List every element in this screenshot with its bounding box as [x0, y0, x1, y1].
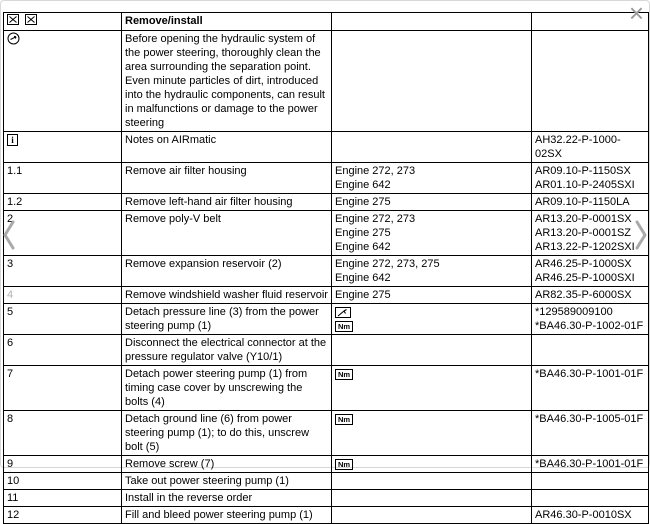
document-reference: *BA46.30-P-1005-01F: [535, 413, 644, 425]
condition-cell: [332, 287, 532, 304]
next-page-arrow[interactable]: [633, 218, 649, 252]
table-row: [4, 507, 649, 524]
reference-cell: [532, 304, 649, 335]
description-cell: Remove left-hand air filter housing: [122, 194, 332, 211]
table-row: [4, 256, 649, 287]
step-cell: 10: [4, 473, 122, 490]
description-cell: Notes on AIRmatic: [122, 132, 332, 163]
reference-cell: [532, 256, 649, 287]
step-cell: 8: [4, 411, 122, 456]
step-cell: 1.1: [4, 163, 122, 194]
info-icon: i: [7, 134, 18, 146]
table-row: [4, 411, 649, 456]
document-reference: AR46.30-P-0010SX: [535, 509, 632, 521]
table-row: [4, 287, 649, 304]
step-cell: 1.2: [4, 194, 122, 211]
engine-condition: Engine 272, 273: [335, 165, 416, 177]
condition-cell: [332, 304, 532, 335]
table-row: [4, 163, 649, 194]
engine-condition: Engine 275: [335, 289, 391, 301]
prev-page-arrow[interactable]: [1, 218, 17, 252]
document-reference: AR01.10-P-2405SXI: [535, 179, 635, 191]
torque-icon: Nm: [335, 459, 353, 470]
description-cell: Detach pressure line (3) from the power steering pump (1): [122, 304, 332, 335]
description-cell: Detach power steering pump (1) from timing case cover by unscrewing the bolts (4): [122, 366, 332, 411]
toolbar-cell: [4, 13, 122, 31]
document-reference: AR09.10-P-1150SX: [535, 165, 631, 177]
description-cell: Remove windshield washer fluid reservoir: [122, 287, 332, 304]
reference-cell: [532, 287, 649, 304]
engine-condition: Engine 642: [335, 272, 391, 284]
condition-icon-line: [335, 319, 528, 333]
reference-cell: [532, 507, 649, 524]
document-reference: *BA46.30-P-1002-01F: [535, 320, 644, 332]
description-cell: Remove screw (7): [122, 456, 332, 473]
document-reference: AR46.25-P-1000SX: [535, 258, 632, 270]
document-reference: AR82.35-P-6000SX: [535, 289, 632, 301]
description-cell: Disconnect the electrical connector at the pressure regulator valve (Y10/1): [122, 335, 332, 366]
reference-cell: [532, 31, 649, 132]
procedure-table-body: [4, 13, 649, 524]
description-cell: Detach ground line (6) from power steering pump (1); to do this, unscrew bolt (5): [122, 411, 332, 456]
special-tool-icon: [335, 307, 351, 318]
engine-condition: Engine 272, 273: [335, 213, 416, 225]
close-icon[interactable]: ×: [628, 0, 644, 28]
table-row: [4, 335, 649, 366]
table-row: [4, 490, 649, 507]
document-reference: AH32.22-P-1000-02SX: [535, 134, 621, 160]
step-cell: 7: [4, 366, 122, 411]
table-row: [4, 132, 649, 163]
condition-cell: [332, 335, 532, 366]
document-reference: AR46.25-P-1000SXI: [535, 272, 635, 284]
condition-cell: [332, 194, 532, 211]
reference-cell: [532, 456, 649, 473]
torque-icon: Nm: [335, 321, 353, 332]
description-cell: Install in the reverse order: [122, 490, 332, 507]
reference-cell: [532, 194, 649, 211]
condition-cell: [332, 411, 532, 456]
document-reference: AR13.20-P-0001SZ: [535, 227, 631, 239]
document-reference: AR09.10-P-1150LA: [535, 196, 630, 208]
condition-cell: [332, 507, 532, 524]
step-cell: 6: [4, 335, 122, 366]
condition-icon-line: [335, 457, 528, 471]
reference-cell: [532, 366, 649, 411]
step-cell: 5: [4, 304, 122, 335]
condition-cell: [332, 163, 532, 194]
procedure-table: [3, 12, 649, 524]
reference-cell: [532, 132, 649, 163]
step-cell: 11: [4, 490, 122, 507]
torque-icon: Nm: [335, 369, 353, 380]
window-grid-icon[interactable]: [25, 14, 37, 29]
step-cell: 12: [4, 507, 122, 524]
document-reference: AR13.22-P-1202SXI: [535, 241, 635, 253]
condition-cell: [332, 490, 532, 507]
reference-cell: [532, 411, 649, 456]
condition-cell: [332, 456, 532, 473]
condition-cell: [332, 473, 532, 490]
condition-cell: [332, 256, 532, 287]
description-cell: Remove air filter housing: [122, 163, 332, 194]
window-grid-icon[interactable]: [7, 14, 19, 29]
step-cell: [4, 132, 122, 163]
step-cell: 3: [4, 256, 122, 287]
condition-icon-line: [335, 305, 528, 319]
description-cell: Fill and bleed power steering pump (1): [122, 507, 332, 524]
engine-condition: Engine 275: [335, 227, 391, 239]
condition-cell: [332, 132, 532, 163]
reference-cell: [532, 473, 649, 490]
condition-cell: [332, 211, 532, 256]
engine-condition: Engine 272, 273, 275: [335, 258, 440, 270]
note-icon: [7, 32, 20, 45]
step-cell: [4, 31, 122, 132]
condition-icon-line: [335, 367, 528, 381]
table-row: [4, 473, 649, 490]
description-cell: Remove expansion reservoir (2): [122, 256, 332, 287]
step-cell: 4: [4, 287, 122, 304]
table-header-row: [4, 13, 649, 31]
table-row: [4, 456, 649, 473]
document-reference: *BA46.30-P-1001-01F: [535, 368, 644, 380]
table-row: [4, 366, 649, 411]
condition-icon-line: [335, 412, 528, 426]
description-cell: Take out power steering pump (1): [122, 473, 332, 490]
description-cell: Before opening the hydraulic system of the power steering, thoroughly clean the area surrounding the separation point. Even minute particles of dirt, introduced into the hydraulic components, can result in malfunctions or damage to the power steering: [122, 31, 332, 132]
condition-cell: [332, 366, 532, 411]
torque-icon: Nm: [335, 414, 353, 425]
engine-condition: Engine 275: [335, 196, 391, 208]
document-reference: AR13.20-P-0001SX: [535, 213, 632, 225]
document-reference: *BA46.30-P-1001-01F: [535, 458, 644, 470]
document-reference: *129589009100: [535, 306, 613, 318]
engine-condition: Engine 642: [335, 179, 391, 191]
reference-cell: [532, 490, 649, 507]
description-cell: Remove poly-V belt: [122, 211, 332, 256]
condition-cell: [332, 31, 532, 132]
column-header-condition: [332, 13, 532, 31]
engine-condition: Engine 642: [335, 241, 391, 253]
table-row: [4, 31, 649, 132]
reference-cell: [532, 335, 649, 366]
table-row: [4, 304, 649, 335]
reference-cell: [532, 163, 649, 194]
table-row: [4, 211, 649, 256]
column-header-remove-install: Remove/install: [122, 13, 332, 31]
reference-cell: [532, 211, 649, 256]
step-cell: 2: [4, 211, 122, 256]
step-cell: 9: [4, 456, 122, 473]
table-row: [4, 194, 649, 211]
